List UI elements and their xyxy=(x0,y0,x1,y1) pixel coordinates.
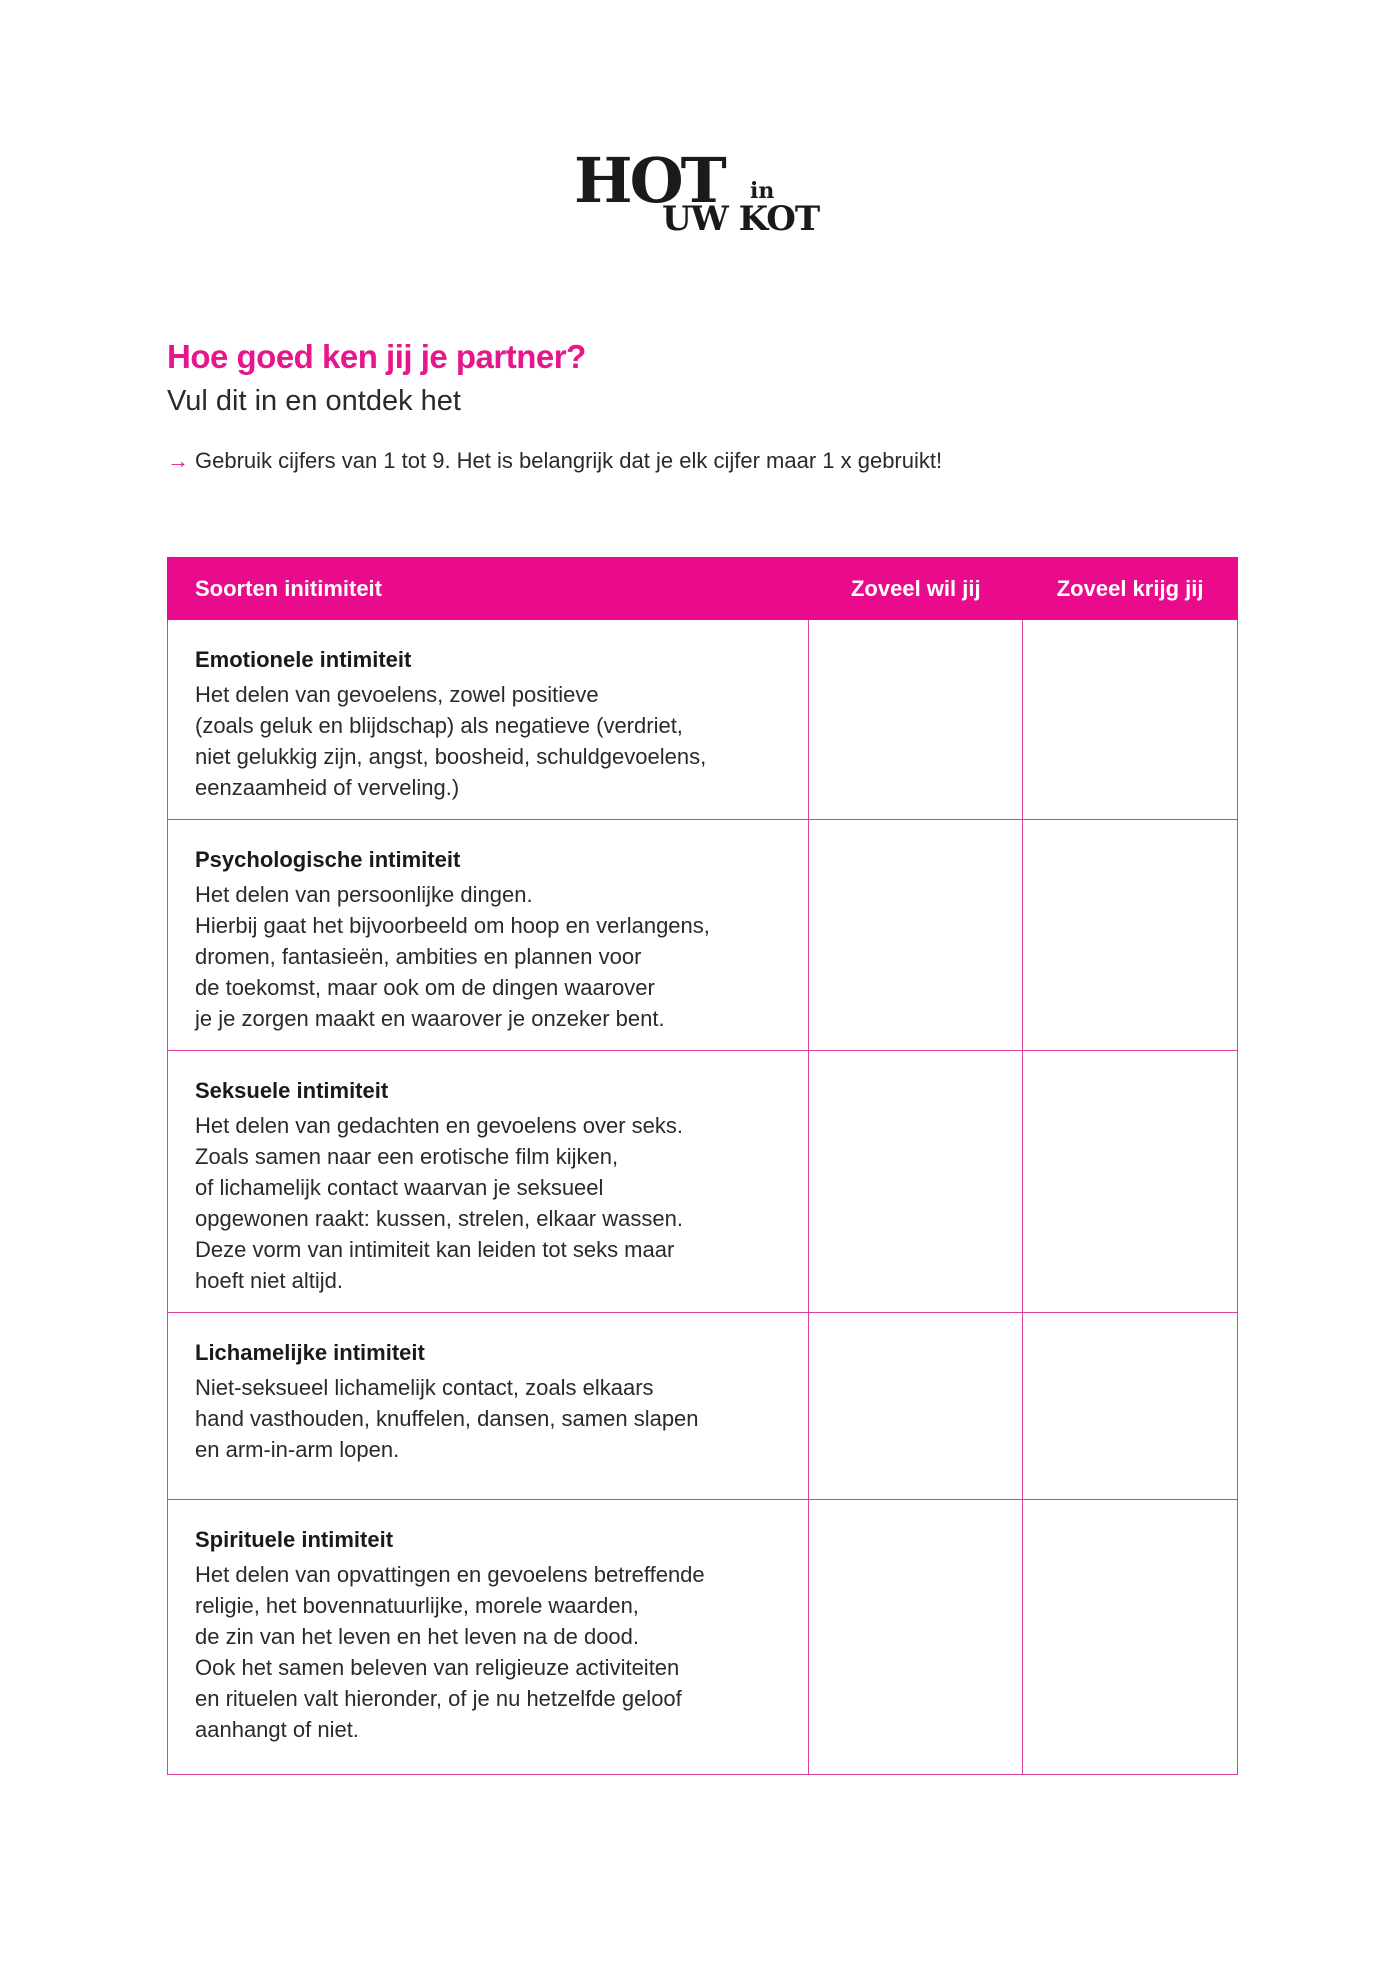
row-label: Emotionele intimiteit xyxy=(195,647,412,672)
row-text: Niet-seksueel lichamelijk contact, zoals elkaars hand vasthouden, knuffelen, dansen, samen slapen en arm-in-arm lopen. xyxy=(195,1375,699,1462)
score-krijg-jij-spirituele[interactable] xyxy=(1023,1500,1238,1775)
page-subtitle: Vul dit in en ontdek het xyxy=(167,385,461,417)
header-zoveel-wil-jij: Zoveel wil jij xyxy=(809,558,1023,620)
score-wil-jij-lichamelijke[interactable] xyxy=(809,1313,1023,1500)
score-krijg-jij-lichamelijke[interactable] xyxy=(1023,1313,1238,1500)
description-cell xyxy=(168,620,809,820)
score-krijg-jij-emotionele[interactable] xyxy=(1023,620,1238,820)
header-zoveel-krijg-jij: Zoveel krijg jij xyxy=(1023,558,1238,620)
table-row-psychologische xyxy=(168,820,1238,1051)
table-row-emotionele xyxy=(168,620,1238,820)
header-soorten-intimiteit: Soorten initimiteit xyxy=(168,558,809,620)
row-label: Seksuele intimiteit xyxy=(195,1078,389,1103)
row-text: Het delen van persoonlijke dingen. Hierbij gaat het bijvoorbeeld om hoop en verlangens, dromen, fantasieën, ambities en plannen voor de toekomst, maar ook om de dingen waarover je je zorgen maakt en waarover je onzeker bent. xyxy=(195,882,710,1031)
instruction-text: Gebruik cijfers van 1 tot 9. Het is belangrijk dat je elk cijfer maar 1 x gebruikt! xyxy=(195,448,943,473)
arrow-right-icon: → xyxy=(167,448,189,473)
row-text: Het delen van gedachten en gevoelens over seks. Zoals samen naar een erotische film kijken, of lichamelijk contact waarvan je seksueel opgewonen raakt: kussen, strelen, elkaar wassen. Deze vorm van intimiteit kan leiden tot seks maar hoeft niet altijd. xyxy=(195,1113,683,1293)
logo-uwkot-text: UW KOT xyxy=(662,199,820,239)
score-wil-jij-seksuele[interactable] xyxy=(809,1051,1023,1313)
description-cell xyxy=(168,1500,809,1775)
logo-in-text: in xyxy=(750,178,775,204)
score-wil-jij-psychologische[interactable] xyxy=(809,820,1023,1051)
table-header-row xyxy=(168,558,1238,620)
score-krijg-jij-seksuele[interactable] xyxy=(1023,1051,1238,1313)
row-label: Lichamelijke intimiteit xyxy=(195,1340,425,1365)
description-cell xyxy=(168,820,809,1051)
table-row-spirituele xyxy=(168,1500,1238,1775)
table-row-lichamelijke xyxy=(168,1313,1238,1500)
score-krijg-jij-psychologische[interactable] xyxy=(1023,820,1238,1051)
instruction-line xyxy=(167,448,942,474)
description-cell xyxy=(168,1051,809,1313)
logo-hot-in-uw-kot xyxy=(574,144,840,239)
logo-hot-text: HOT xyxy=(574,144,724,217)
score-wil-jij-emotionele[interactable] xyxy=(809,620,1023,820)
table-row-seksuele xyxy=(168,1051,1238,1313)
page-title: Hoe goed ken jij je partner? xyxy=(167,338,586,375)
row-label: Psychologische intimiteit xyxy=(195,847,461,872)
score-wil-jij-spirituele[interactable] xyxy=(809,1500,1023,1775)
intimacy-table xyxy=(167,557,1238,1775)
row-text: Het delen van gevoelens, zowel positieve (zoals geluk en blijdschap) als negatieve (verdriet, niet gelukkig zijn, angst, boosheid, schuldgevoelens, eenzaamheid of verveling.) xyxy=(195,682,707,800)
description-cell xyxy=(168,1313,809,1500)
row-label: Spirituele intimiteit xyxy=(195,1527,394,1552)
row-text: Het delen van opvattingen en gevoelens betreffende religie, het bovennatuurlijke, morele waarden, de zin van het leven en het leven na de dood. Ook het samen beleven van religieuze activiteiten en rituelen valt hieronder, of je nu hetzelfde geloof aanhangt of niet. xyxy=(195,1562,705,1742)
